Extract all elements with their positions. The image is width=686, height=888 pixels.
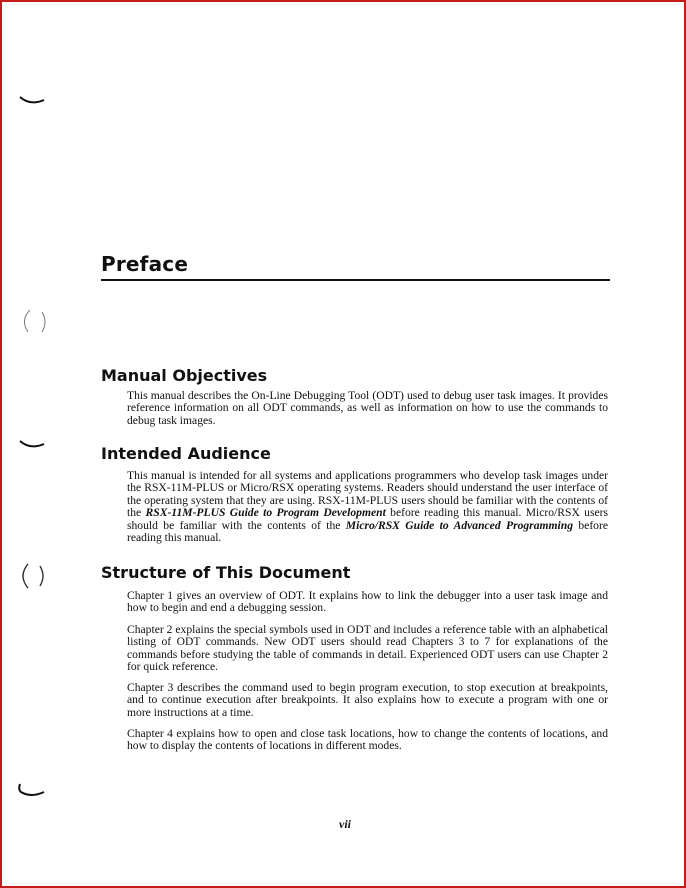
- text-run: This manual is intended for all systems and applications programmers who develop task images under the RSX-11M-PLUS or Micro/RSX operating systems. Readers should understand the user interface of the operating system that they are using. RSX-11M-PLUS users should be familiar with the contents of the: [127, 469, 608, 520]
- paragraph: [127, 470, 608, 544]
- binder-hole-mark: [16, 438, 50, 452]
- title-rule: [101, 279, 610, 281]
- binder-hole-mark: [16, 558, 50, 592]
- binder-hole-mark: [16, 94, 50, 108]
- paragraph: Chapter 4 explains how to open and close task locations, how to change the contents of locations, and how to display the contents of locations in different modes.: [127, 727, 608, 753]
- section-heading: Structure of This Document: [101, 563, 351, 582]
- paragraph: Chapter 2 explains the special symbols used in ODT and includes a reference table with an alphabetical listing of ODT commands. New ODT users should read Chapters 3 to 7 for explanations of the commands before studying the table of commands in detail. Experienced ODT users can use Chapter 2 for quick reference.: [127, 623, 608, 674]
- page-title: Preface: [101, 252, 189, 276]
- section-heading: Manual Objectives: [101, 366, 268, 385]
- book-title: RSX-11M-PLUS Guide to Program Development: [145, 506, 386, 520]
- page-number: vii: [339, 817, 351, 831]
- binder-hole-mark: [16, 304, 50, 338]
- paragraph: This manual describes the On-Line Debugging Tool (ODT) used to debug user task images. It provides reference information on all ODT commands, as well as information on how to use the commands to debug task images.: [127, 389, 608, 427]
- paragraph: Chapter 1 gives an overview of ODT. It explains how to link the debugger into a user task image and how to begin and end a debugging session.: [127, 589, 608, 615]
- binder-hole-mark: [16, 782, 50, 804]
- section-heading: Intended Audience: [101, 444, 271, 463]
- text-run: before reading this manual. Micro/RSX users should be familiar with the contents of the: [127, 506, 609, 532]
- paragraph: Chapter 3 describes the command used to begin program execution, to stop execution at breakpoints, and to continue execution after breakpoints. It also explains how to execute a program with one or more instructions at a time.: [127, 681, 608, 719]
- book-title: Micro/RSX Guide to Advanced Programming: [345, 518, 573, 532]
- text-run: before reading this manual.: [127, 518, 608, 545]
